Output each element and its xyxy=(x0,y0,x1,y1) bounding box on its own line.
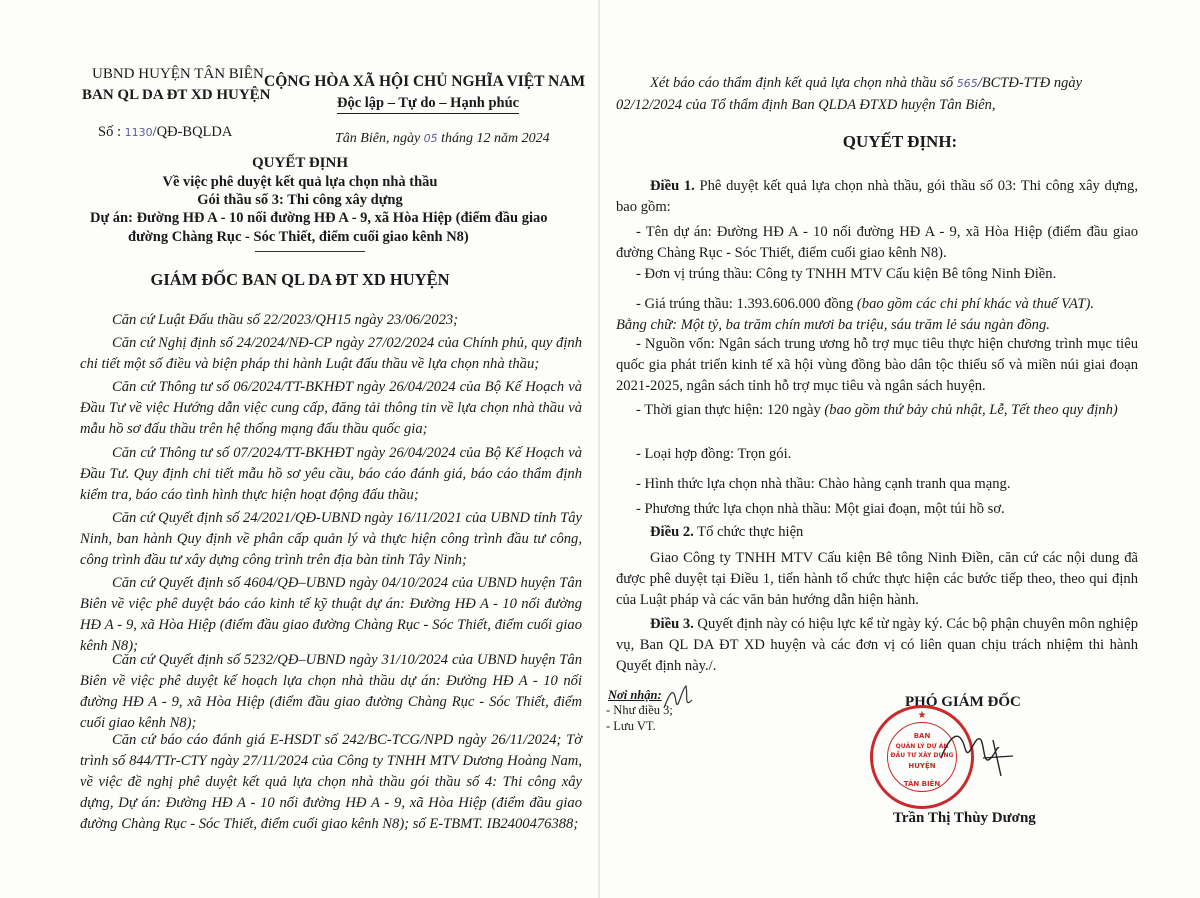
duration-note: (bao gồm thứ bảy chủ nhật, Lễ, Tết theo quy định) xyxy=(824,402,1118,418)
director-signature xyxy=(935,718,1015,788)
basis-3: Căn cứ Thông tư số 06/2024/TT-BKHĐT ngày 26/04/2024 của Bộ Kế Hoạch và Đầu Tư về việc Hướng dẫn việc cung cấp, đăng tải thông tin về lựa chọn nhà thầu và mẫu hồ sơ đấu thầu trên hệ thống mạng đấu thầu quốc gia; xyxy=(80,379,582,437)
signer-name: Trần Thị Thùy Dương xyxy=(893,810,1036,826)
contract-type: - Loại hợp đồng: Trọn gói. xyxy=(636,446,792,462)
org-line-2: BAN QL DA ĐT XD HUYỆN xyxy=(82,87,271,103)
price-note: (bao gồm các chi phí khác và thuế VAT). xyxy=(856,296,1094,312)
title-line-1: Về việc phê duyệt kết quả lựa chọn nhà thầu xyxy=(162,174,438,190)
article-2-text: Giao Công ty TNHH MTV Cấu kiện Bê tông Ninh Điền, căn cứ các nội dung đã được phê duyệt tại Điều 1, tiến hành tổ chức thực hiện các bước tiếp theo, theo qui định của Luật pháp và các văn bản hướng dẫn hiện hành. xyxy=(616,550,1138,608)
article-1-label: Điều 1. xyxy=(650,178,695,194)
project-name: - Tên dự án: Đường HĐ A - 10 nối đường HĐ A - 9, xã Hòa Hiệp (điểm đầu giao đường Chàng Rục - Sóc Thiết, điểm cuối giao kênh N8). xyxy=(616,224,1138,261)
title-line-3: Dự án: Đường HĐ A - 10 nối đường HĐ A - 9, xã Hòa Hiệp (điểm đầu giao xyxy=(90,210,548,226)
implementation-time xyxy=(616,400,1138,421)
seal-line-3: ĐẦU TƯ XÂY DỰNG xyxy=(890,752,954,759)
date-suffix: tháng 12 năm 2024 xyxy=(441,131,550,146)
number-handwritten: 1130 xyxy=(124,126,153,139)
number-suffix: /QĐ-BQLDA xyxy=(152,124,233,140)
consider-line-2: 02/12/2024 của Tổ thẩm định Ban QLDA ĐTXD huyện Tân Biên, xyxy=(616,97,996,113)
title-line-4: đường Chàng Rục - Sóc Thiết, điểm cuối giao kênh N8) xyxy=(128,229,469,245)
basis-4: Căn cứ Thông tư số 07/2024/TT-BKHĐT ngày 26/04/2024 của Bộ Kế Hoạch và Đầu Tư. Quy định chi tiết mẫu hồ sơ yêu cầu, báo cáo đánh giá, báo cáo thẩm định kiểm tra, báo cáo tình hình thực hiện hoạt động đấu thầu; xyxy=(80,445,582,503)
basis-7: Căn cứ Quyết định số 5232/QĐ–UBND ngày 31/10/2024 của UBND huyện Tân Biên về việc phê duyệt kế hoạch lựa chọn nhà thầu dự án: Đường HĐ A - 10 nối đường HĐ A - 9, xã Hòa Hiệp (điểm đầu giao đường Chàng Rục - Sóc Thiết, điểm cuối giao kênh N8); xyxy=(80,652,582,731)
authority-heading: GIÁM ĐỐC BAN QL DA ĐT XD HUYỆN xyxy=(150,270,450,289)
number-prefix: Số : xyxy=(98,124,121,140)
basis-6: Căn cứ Quyết định số 4604/QĐ–UBND ngày 04/10/2024 của UBND huyện Tân Biên về việc phê duyệt báo cáo kinh tế kỹ thuật dự án: Đường HĐ A - 10 nối đường HĐ A - 9, xã Hòa Hiệp (điểm đầu giao đường Chàng Rục - Sóc Thiết, điểm cuối giao kênh N8); xyxy=(80,575,582,654)
nation-line-1: CỘNG HÒA XÃ HỘI CHỦ NGHĨA VIỆT NAM xyxy=(264,73,586,90)
article-1-text: Phê duyệt kết quả lựa chọn nhà thầu, gói thầu số 03: Thi công xây dựng, bao gồm: xyxy=(616,178,1138,215)
basis-5: Căn cứ Quyết định số 24/2021/QĐ-UBND ngày 16/11/2021 của UBND tỉnh Tây Ninh, ban hành Quy định về phân cấp quản lý và thực hiện công trình đầu tư công, công trình đầu tư xây dựng công trình trên địa bàn tỉnh Tây Ninh; xyxy=(80,510,582,568)
document-date xyxy=(335,131,550,147)
article-2-title: Tổ chức thực hiện xyxy=(693,524,804,540)
signer-title: PHÓ GIÁM ĐỐC xyxy=(905,694,1021,710)
basis-2: Căn cứ Nghị định số 24/2024/NĐ-CP ngày 27/02/2024 của Chính phủ, quy định chi tiết một số điều và biện pháp thi hành Luật đấu thầu về lựa chọn nhà thầu; xyxy=(80,335,582,372)
selection-form: - Hình thức lựa chọn nhà thầu: Chào hàng cạnh tranh qua mạng. xyxy=(636,476,1011,492)
doc-type: QUYẾT ĐỊNH xyxy=(252,155,348,171)
consider-suffix: /BCTĐ-TTĐ ngày xyxy=(977,75,1083,91)
price-in-words: Bằng chữ: Một tỷ, ba trăm chín mươi ba triệu, sáu trăm lẻ sáu ngàn đồng. xyxy=(616,317,1050,333)
article-2-label: Điều 2. xyxy=(650,524,694,540)
title-line-2: Gói thầu số 3: Thi công xây dựng xyxy=(197,192,403,208)
decision-heading: QUYẾT ĐỊNH: xyxy=(842,132,958,151)
seal-line-5: TÂN BIÊN xyxy=(903,780,941,788)
seal-star-icon: ★ xyxy=(917,710,927,721)
selection-method: - Phương thức lựa chọn nhà thầu: Một giai đoạn, một túi hồ sơ. xyxy=(636,501,1005,517)
consider-handwritten: 565 xyxy=(956,77,978,90)
basis-8: Căn cứ báo cáo đánh giá E-HSDT số 242/BC-TCG/NPD ngày 26/11/2024; Tờ trình số 844/TTr-CTY ngày 27/11/2024 của Công ty TNHH MTV Dương Hoàng Nam, về việc đề nghị phê duyệt kết quả lựa chọn nhà thầu gói thầu số 4: Thi công xây dựng, Dự án: Đường HĐ A - 10 nối đường HĐ A - 9, xã Hòa Hiệp (điểm đầu giao đường Chàng Rục - Sóc Thiết, điểm cuối giao kênh N8); số E-TBMT. IB2400476388; xyxy=(80,732,582,832)
org-line-1: UBND HUYỆN TÂN BIÊN xyxy=(92,66,264,82)
consider-prefix: Xét báo cáo thẩm định kết quả lựa chọn nhà thầu số xyxy=(650,75,954,91)
recipient-2: - Lưu VT. xyxy=(606,719,656,733)
winning-price xyxy=(616,294,1138,315)
recipient-1: - Như điều 3; xyxy=(606,703,673,717)
seal-line-4: HUYỆN xyxy=(908,762,936,770)
price-label: - Giá trúng thầu: 1.393.606.000 đồng xyxy=(636,296,857,312)
article-3-text: Quyết định này có hiệu lực kể từ ngày ký. Các bộ phận chuyên môn nghiệp vụ, Ban QL DA ĐT XD huyện và các đơn vị có liên quan chịu trách nhiệm thi hành Quyết định này./. xyxy=(616,616,1138,674)
duration-label: - Thời gian thực hiện: 120 ngày xyxy=(636,402,825,418)
seal-line-1: BAN xyxy=(913,732,931,740)
article-2 xyxy=(616,522,1138,543)
winning-contractor: - Đơn vị trúng thầu: Công ty TNHH MTV Cấu kiện Bê tông Ninh Điền. xyxy=(636,266,1057,282)
funding-source: - Nguồn vốn: Ngân sách trung ương hỗ trợ mục tiêu thực hiện chương trình mục tiêu quốc gia phát triển kinh tế xã hội vùng đồng bào dân tộc thiểu số và miền núi giai đoạn 2021-2025, ngân sách tỉnh hỗ trợ mục tiêu và ngân sách huyện. xyxy=(616,336,1138,394)
date-handwritten: 05 xyxy=(423,132,438,145)
article-3-label: Điều 3. xyxy=(650,616,694,632)
date-prefix: Tân Biên, ngày xyxy=(335,131,421,146)
basis-1: Căn cứ Luật Đấu thầu số 22/2023/QH15 ngày 23/06/2023; xyxy=(112,312,459,328)
article-3 xyxy=(616,614,1138,677)
document-number xyxy=(98,124,232,141)
title-underline xyxy=(255,251,365,252)
seal-line-2: QUẢN LÝ DỰ ÁN xyxy=(895,743,949,750)
article-1 xyxy=(616,176,1138,218)
nation-line-2: Độc lập – Tự do – Hạnh phúc xyxy=(337,95,519,114)
recipients-title: Nơi nhận: xyxy=(608,688,662,702)
consider-line-1 xyxy=(650,75,1082,92)
initial-signature-mark xyxy=(660,682,698,716)
